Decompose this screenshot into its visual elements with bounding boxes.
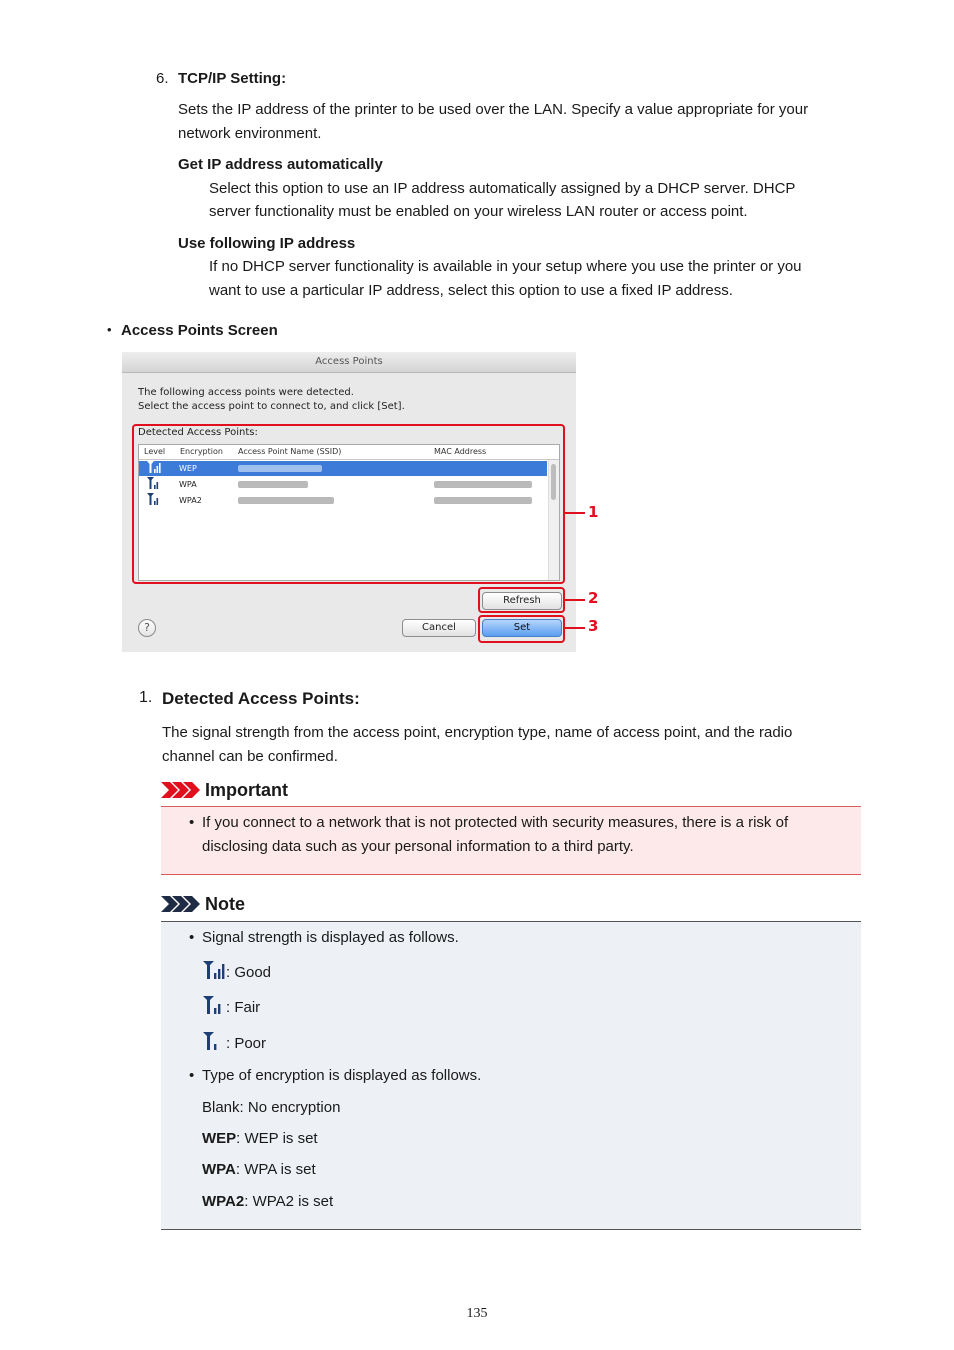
cancel-button[interactable]: Cancel: [402, 619, 476, 637]
signal-fair-label: : Fair: [226, 999, 261, 1016]
wep-key: WEP: [202, 1130, 237, 1147]
encryption-wpa: [202, 1161, 316, 1178]
access-points-screen-heading: Access Points Screen: [121, 322, 278, 339]
encryption-blank: Blank: No encryption: [202, 1099, 341, 1116]
callout-box-set: [478, 615, 565, 643]
row-encryption: WPA2: [179, 496, 202, 505]
wep-text: : WEP is set: [236, 1130, 318, 1147]
important-bullet: •: [189, 814, 195, 831]
callout-number-1: 1: [588, 503, 599, 521]
detected-heading: Detected Access Points:: [162, 689, 360, 708]
col-level[interactable]: Level: [144, 447, 166, 456]
note-chevrons-icon: [161, 896, 201, 912]
manual-ip-line2: want to use a particular IP address, select this option to use a fixed IP address.: [209, 282, 733, 299]
callout-line-1: [563, 512, 585, 514]
important-title: Important: [205, 780, 288, 800]
encryption-intro: Type of encryption is displayed as follows.: [202, 1067, 482, 1084]
tcpip-desc-line1: Sets the IP address of the printer to be used over the LAN. Specify a value appropriate for your: [178, 101, 809, 118]
tcpip-number: 6.: [156, 70, 169, 87]
auto-ip-line2: server functionality must be enabled on your wireless LAN router or access point.: [209, 203, 748, 220]
wpa-text: : WPA is set: [235, 1161, 316, 1178]
callout-number-2: 2: [588, 589, 599, 607]
detected-number: 1.: [139, 689, 153, 706]
manual-ip-line1: If no DHCP server functionality is available in your setup where you use the printer or you: [209, 258, 802, 275]
section-bullet: •: [107, 322, 112, 337]
encryption-wpa2: [202, 1193, 333, 1210]
detected-line1: The signal strength from the access point, encryption type, name of access point, and the radio: [162, 724, 793, 741]
note-bullet-encryption: •: [189, 1067, 195, 1084]
auto-ip-heading: Get IP address automatically: [178, 156, 383, 173]
callout-line-3: [563, 627, 585, 629]
signal-poor-icon: [203, 1032, 225, 1050]
detected-group-label: Detected Access Points:: [138, 427, 258, 438]
important-line2: disclosing data such as your personal information to a third party.: [202, 838, 634, 855]
dialog-intro-line2: Select the access point to connect to, and click [Set].: [138, 401, 405, 412]
note-bullet-signal: •: [189, 929, 195, 946]
detected-line2: channel can be confirmed.: [162, 748, 338, 765]
signal-good-label: : Good: [226, 964, 272, 981]
row-encryption: WEP: [179, 464, 197, 473]
row-encryption: WPA: [179, 480, 197, 489]
refresh-button[interactable]: Refresh: [482, 592, 562, 610]
auto-ip-line1: Select this option to use an IP address automatically assigned by a DHCP server. DHCP: [209, 180, 796, 197]
signal-good-icon: [203, 961, 225, 979]
wpa-key: WPA: [202, 1161, 236, 1178]
callout-line-2: [563, 599, 585, 601]
col-mac[interactable]: MAC Address: [434, 447, 487, 456]
callout-box-detected-list: [132, 424, 565, 584]
dialog-intro: [138, 386, 405, 414]
signal-intro: Signal strength is displayed as follows.: [202, 929, 459, 946]
signal-fair-icon: [203, 996, 225, 1014]
note-title: Note: [205, 894, 245, 914]
dialog-title: Access Points: [122, 352, 576, 373]
tcpip-desc-line2: network environment.: [178, 125, 322, 142]
page-number: 135: [466, 1306, 488, 1321]
wpa2-key: WPA2: [202, 1193, 245, 1210]
set-button[interactable]: Set: [482, 619, 562, 637]
help-icon[interactable]: ?: [138, 619, 156, 637]
callout-box-refresh: [478, 587, 565, 613]
encryption-wep: [202, 1130, 318, 1147]
col-encryption[interactable]: Encryption: [180, 447, 223, 456]
manual-ip-heading: Use following IP address: [178, 235, 356, 252]
tcpip-heading: TCP/IP Setting:: [178, 70, 287, 87]
callout-number-3: 3: [588, 617, 599, 635]
important-chevrons-icon: [161, 782, 201, 798]
col-ssid[interactable]: Access Point Name (SSID): [238, 447, 342, 456]
signal-poor-label: : Poor: [226, 1035, 267, 1052]
dialog-intro-line1: The following access points were detected.: [138, 387, 354, 398]
wpa2-text: : WPA2 is set: [244, 1193, 334, 1210]
important-line1: If you connect to a network that is not protected with security measures, there is a risk of: [202, 814, 789, 831]
